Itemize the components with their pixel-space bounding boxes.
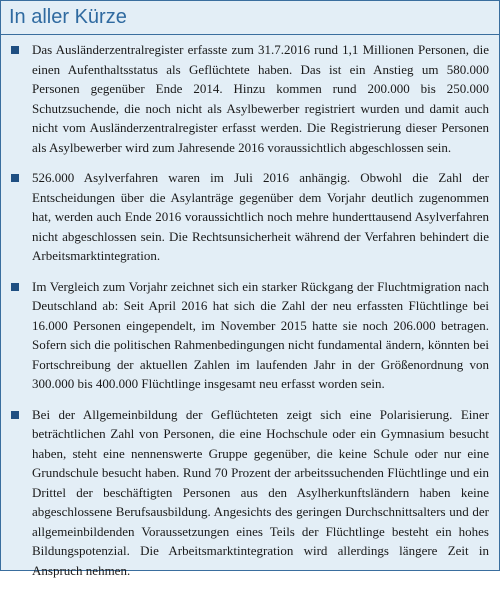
summary-list [1,40,499,591]
list-item [1,405,499,581]
list-item-text: 526.000 Asylverfahren waren im Juli 2016 anhängig. Obwohl die Zahl der Entscheidungen über die Asylanträge gegenüber dem Vorjahr deutlich zugenommen hat, werden auch Ende 2016 voraussichtlich noch mehre hunderttausend Asylverfahren nicht abgeschlossen sein. Die Rechtsunsicherheit während der Verfahren behindert die Arbeitsmarktintegration. [32,170,489,263]
list-item [1,40,499,157]
box-title: In aller Kürze [9,6,127,28]
square-bullet-icon [11,411,19,419]
list-item-text: Das Ausländerzentralregister erfasste zum 31.7.2016 rund 1,1 Millionen Personen, die einen Aufenthaltsstatus als Geflüchtete haben. Das ist ein Anstieg um 580.000 Personen gegenüber Ende 2014. Hinzu kommen rund 200.000 bis 250.000 Schutzsuchende, die noch nicht als Asylbewerber registriert wurden und damit auch nicht vom Ausländerzentralregister erfasst werden. Die Registrierung dieser Personen als Asylbewerber wird zum Jahresende 2016 voraussichtlich abgeschlossen sein. [32,42,489,155]
list-item [1,277,499,394]
list-item-text: Im Vergleich zum Vorjahr zeichnet sich ein starker Rückgang der Fluchtmigration nach Deutschland ab: Seit April 2016 hat sich die Zahl der neu erfassten Flüchtlinge bei 16.000 Personen eingependelt, im November 2015 hatte sie noch 206.000 betragen. Sofern sich die politischen Rahmenbedingungen nicht fundamental ändern, könnten bei Fortschreibung der aktuellen Zahlen im laufenden Jahr in der Größenordnung von 300.000 bis 400.000 Flüchtlinge insgesamt neu erfasst worden sein. [32,278,489,391]
title-divider [1,34,499,35]
square-bullet-icon [11,283,19,291]
square-bullet-icon [11,174,19,182]
square-bullet-icon [11,46,19,54]
list-item-text: Bei der Allgemeinbildung der Geflüchteten zeigt sich eine Polarisierung. Einer beträchtlichen Zahl von Personen, die eine Hochschule oder ein Gymnasium besucht haben, steht eine nennenswerte Gruppe gegenüber, die keine Schule oder nur eine Grundschule besucht haben. Rund 70 Prozent der arbeitssuchenden Flüchtlinge und ein Drittel der beschäftigten Personen aus den Asylherkunftsländern haben keine abgeschlossene Berufsausbildung. Angesichts des geringen Durchschnittsalters und der allgemeinbildenden Voraussetzungen eines Teils der Flüchtlinge besteht ein hohes Bildungspotenzial. Die Arbeitsmarktintegration wird allerdings längere Zeit in Anspruch nehmen. [32,406,489,578]
list-item [1,168,499,266]
